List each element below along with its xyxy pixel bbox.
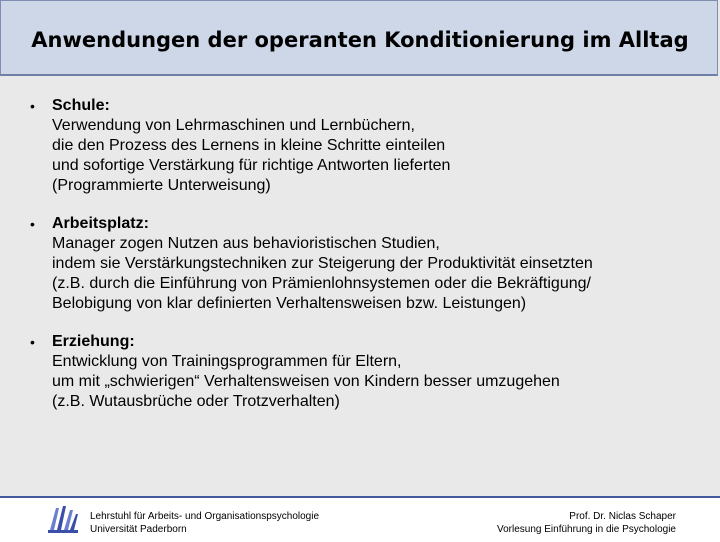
bullet-line: um mit „schwierigen“ Verhaltensweisen von Kindern besser umzugehen bbox=[52, 373, 560, 390]
bullet-line: und sofortige Verstärkung für richtige Antworten lieferten bbox=[52, 157, 451, 174]
bullet-dot: • bbox=[30, 98, 35, 114]
bullet-item-arbeitsplatz bbox=[30, 214, 700, 314]
bullet-line: (z.B. Wutausbrüche oder Trotzverhalten) bbox=[52, 393, 340, 410]
footer-course: Vorlesung Einführung in die Psychologie bbox=[496, 524, 676, 535]
bullet-list bbox=[30, 96, 700, 412]
footer bbox=[0, 496, 720, 542]
slide-title: Anwendungen der operanten Konditionierung im Alltag bbox=[31, 28, 689, 52]
footer-chair: Lehrstuhl für Arbeits- und Organisationspsychologie bbox=[90, 511, 320, 522]
bullet-dot: • bbox=[30, 216, 35, 232]
bullet-line: Belobigung von klar definierten Verhaltensweisen bzw. Leistungen) bbox=[52, 295, 527, 312]
bullet-heading: Schule: bbox=[52, 97, 110, 114]
university-logo-icon bbox=[46, 504, 80, 534]
bullet-line: die den Prozess des Lernens in kleine Schritte einteilen bbox=[52, 137, 446, 154]
footer-university: Universität Paderborn bbox=[90, 524, 187, 535]
bullet-line: (Programmierte Unterweisung) bbox=[52, 177, 271, 194]
bullet-line: (z.B. durch die Einführung von Prämienlohnsystemen oder die Bekräftigung/ bbox=[52, 275, 591, 292]
bullet-item-schule bbox=[30, 96, 700, 196]
bullet-item-erziehung bbox=[30, 332, 700, 412]
footer-professor: Prof. Dr. Niclas Schaper bbox=[569, 511, 676, 522]
bullet-heading: Arbeitsplatz: bbox=[52, 215, 149, 232]
bullet-line: Manager zogen Nutzen aus behavioristischen Studien, bbox=[52, 235, 440, 252]
bullet-line: Verwendung von Lehrmaschinen und Lernbüchern, bbox=[52, 117, 415, 134]
bullet-line: Entwicklung von Trainingsprogrammen für Eltern, bbox=[52, 353, 402, 370]
bullet-line: indem sie Verstärkungstechniken zur Steigerung der Produktivität einsetzten bbox=[52, 255, 593, 272]
footer-lecture bbox=[497, 510, 676, 536]
footer-institution bbox=[90, 510, 319, 536]
bullet-heading: Erziehung: bbox=[52, 333, 135, 350]
bullet-dot: • bbox=[30, 334, 35, 350]
